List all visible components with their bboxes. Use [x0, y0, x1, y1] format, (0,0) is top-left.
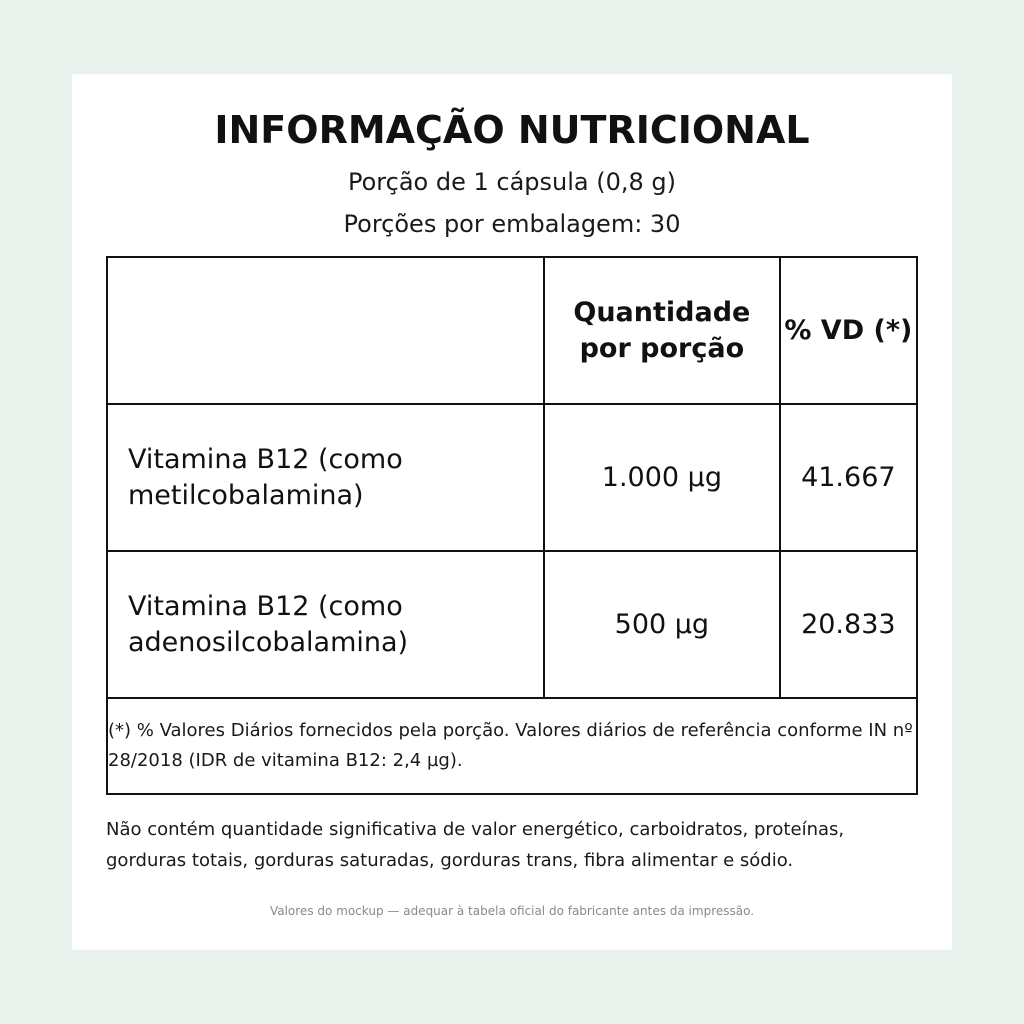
nutrition-table	[106, 256, 918, 795]
disclaimer-text: Não contém quantidade significativa de valor energético, carboidratos, proteínas, gorduras totais, gorduras saturadas, gorduras trans, fibra alimentar e sódio.	[106, 819, 845, 871]
nutrient-vd: 41.667	[780, 404, 917, 551]
mockup-note: Valores do mockup — adequar à tabela oficial do fabricante antes da impressão.	[269, 904, 755, 918]
table-row	[107, 551, 917, 698]
table-header-row	[107, 257, 917, 404]
column-header-amount: Quantidade por porção	[544, 257, 780, 404]
nutrient-amount: 1.000 µg	[544, 404, 780, 551]
table-footnote: (*) % Valores Diários fornecidos pela porção. Valores diários de referência conforme IN nº 28/2018 (IDR de vitamina B12: 2,4 µg).	[107, 698, 917, 794]
serving-size: Porção de 1 cápsula (0,8 g)	[348, 168, 676, 196]
column-header-vd: % VD (*)	[780, 257, 917, 404]
nutrient-amount: 500 µg	[544, 551, 780, 698]
table-footnote-row	[107, 698, 917, 794]
servings-per-package: Porções por embalagem: 30	[343, 210, 681, 238]
nutrient-name: Vitamina B12 (como metilcobalamina)	[107, 404, 544, 551]
table-row	[107, 404, 917, 551]
nutrient-vd: 20.833	[780, 551, 917, 698]
column-header-nutrient	[107, 257, 544, 404]
page-title: INFORMAÇÃO NUTRICIONAL	[214, 108, 810, 152]
nutrient-name: Vitamina B12 (como adenosilcobalamina)	[107, 551, 544, 698]
